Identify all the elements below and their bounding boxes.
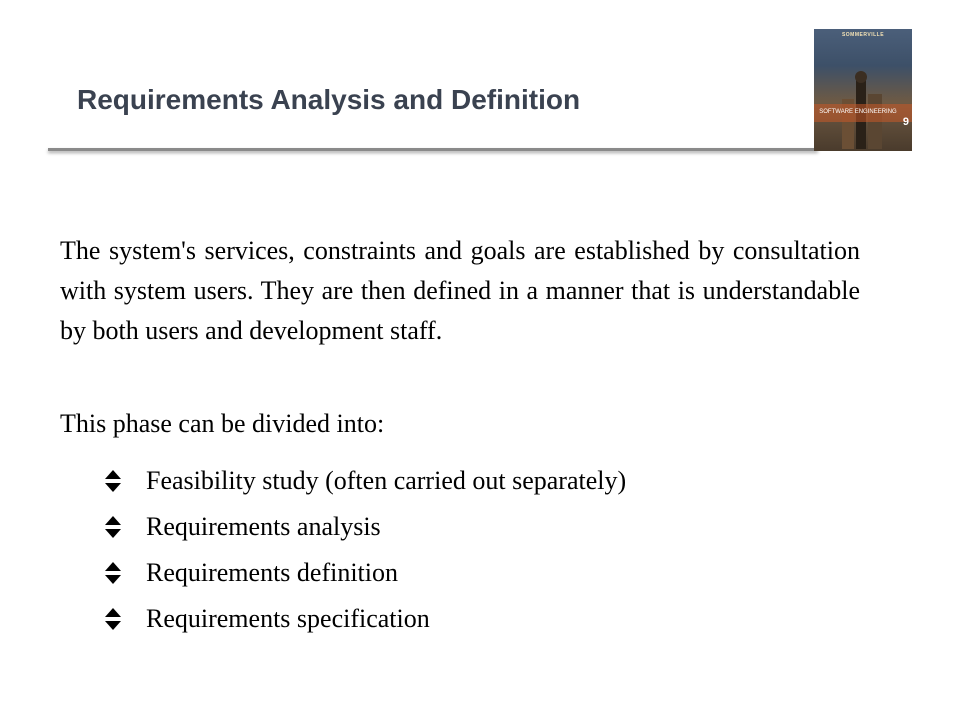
phase-intro: This phase can be divided into: [60,409,385,438]
book-author: SOMMERVILLE [841,32,885,38]
book-edition: 9 [902,116,909,128]
up-down-arrow-icon [104,515,122,539]
list-item-label: Requirements analysis [146,512,381,541]
up-down-arrow-icon [104,607,122,631]
up-down-arrow-icon [104,469,122,493]
book-title: SOFTWARE ENGINEERING [819,109,897,115]
slide-title: Requirements Analysis and Definition [77,84,581,115]
title-divider [48,148,818,151]
intro-paragraph: The system's services, constraints and goals are established by consultation with system users. They are then defined in a manner that is understandable by both users and development staff. [60,236,860,345]
book-cover-image [814,29,912,151]
list-item [104,550,626,596]
list-item [104,504,626,550]
list-item [104,458,626,504]
list-item-label: Requirements specification [146,604,430,633]
list-item-label: Feasibility study (often carried out separately) [146,466,627,495]
list-item [104,596,626,642]
up-down-arrow-icon [104,561,122,585]
phase-list [104,458,626,642]
list-item-label: Requirements definition [146,558,399,587]
